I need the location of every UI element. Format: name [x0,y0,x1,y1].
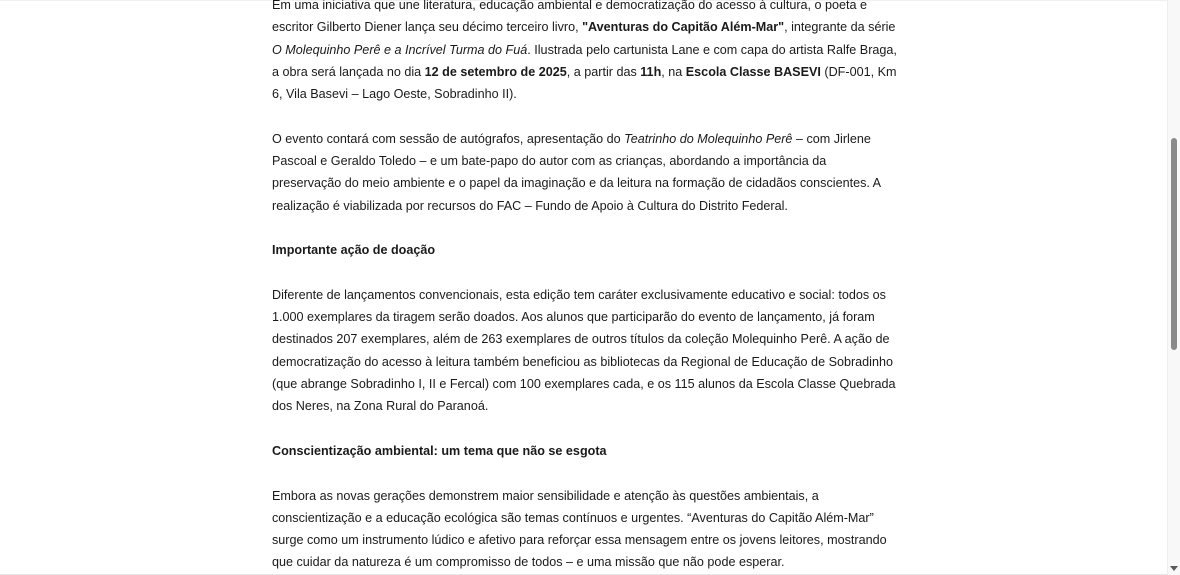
launch-time: 11h [640,64,662,79]
vertical-scrollbar[interactable] [1167,0,1180,575]
paragraph-intro: Em uma iniciativa que une literatura, educação ambiental e democratização do acesso à cultura, o poeta e escritor Gilberto Diener lança seu décimo terceiro livro, "Aventuras do Capitão Além-Mar", integrante da série O Molequinho Perê e a Incrível Turma do Fuá. Ilustrada pelo cartunista Lane e com capa do artista Ralfe Braga, a obra será lançada no dia 12 de setembro de 2025, a partir das 11h, na Escola Classe BASEVI (DF-001, Km 6, Vila Basevi – Lago Oeste, Sobradinho II). [272,0,897,102]
book-title: "Aventuras do Capitão Além-Mar" [582,20,785,35]
scrollbar-thumb[interactable] [1171,138,1177,350]
section-heading-donation: Importante ação de doação [272,243,436,258]
section-heading-environment: Conscientização ambiental: um tema que não se esgota [272,443,607,458]
scroll-down-arrow-icon[interactable] [1170,566,1178,571]
theater-title: Teatrinho do Molequinho Perê [624,131,793,146]
launch-date: 12 de setembro de 2025 [424,64,567,79]
article-body [272,0,897,575]
paragraph-environment: Embora as novas gerações demonstrem maior sensibilidade e atenção às questões ambientais, a conscientização e a educação ecológica são temas contínuos e urgentes. “Aventuras do Capitão Além-Mar” surge como um instrumento lúdico e afetivo para reforçar essa mensagem entre os jovens leitores, mostrando que cuidar da natureza é um compromisso de todos – e uma missão que não pode esperar. [272,488,887,570]
paragraph-event: O evento contará com sessão de autógrafos, apresentação do Teatrinho do Molequinho Perê – com Jirlene Pascoal e Geraldo Toledo – e um bate-papo do autor com as crianças, abordando a importância da preservação do meio ambiente e o papel da imaginação e da leitura na formação de cidadãos conscientes. A realização é viabilizada por recursos do FAC – Fundo de Apoio à Cultura do Distrito Federal. [272,131,881,213]
paragraph-donation: Diferente de lançamentos convencionais, esta edição tem caráter exclusivamente educativo e social: todos os 1.000 exemplares da tiragem serão doados. Aos alunos que participarão do evento de lançamento, já foram destinados 207 exemplares, além de 263 exemplares de outros títulos da coleção Molequinho Perê. A ação de democratização do acesso à leitura também beneficiou as bibliotecas da Regional de Educação de Sobradinho (que abrange Sobradinho I, II e Fercal) com 100 exemplares cada, e os 115 alunos da Escola Classe Quebrada dos Neres, na Zona Rural do Paranoá. [272,287,896,414]
series-title: O Molequinho Perê e a Incrível Turma do Fuá [272,42,528,57]
venue-name: Escola Classe BASEVI [685,64,821,79]
